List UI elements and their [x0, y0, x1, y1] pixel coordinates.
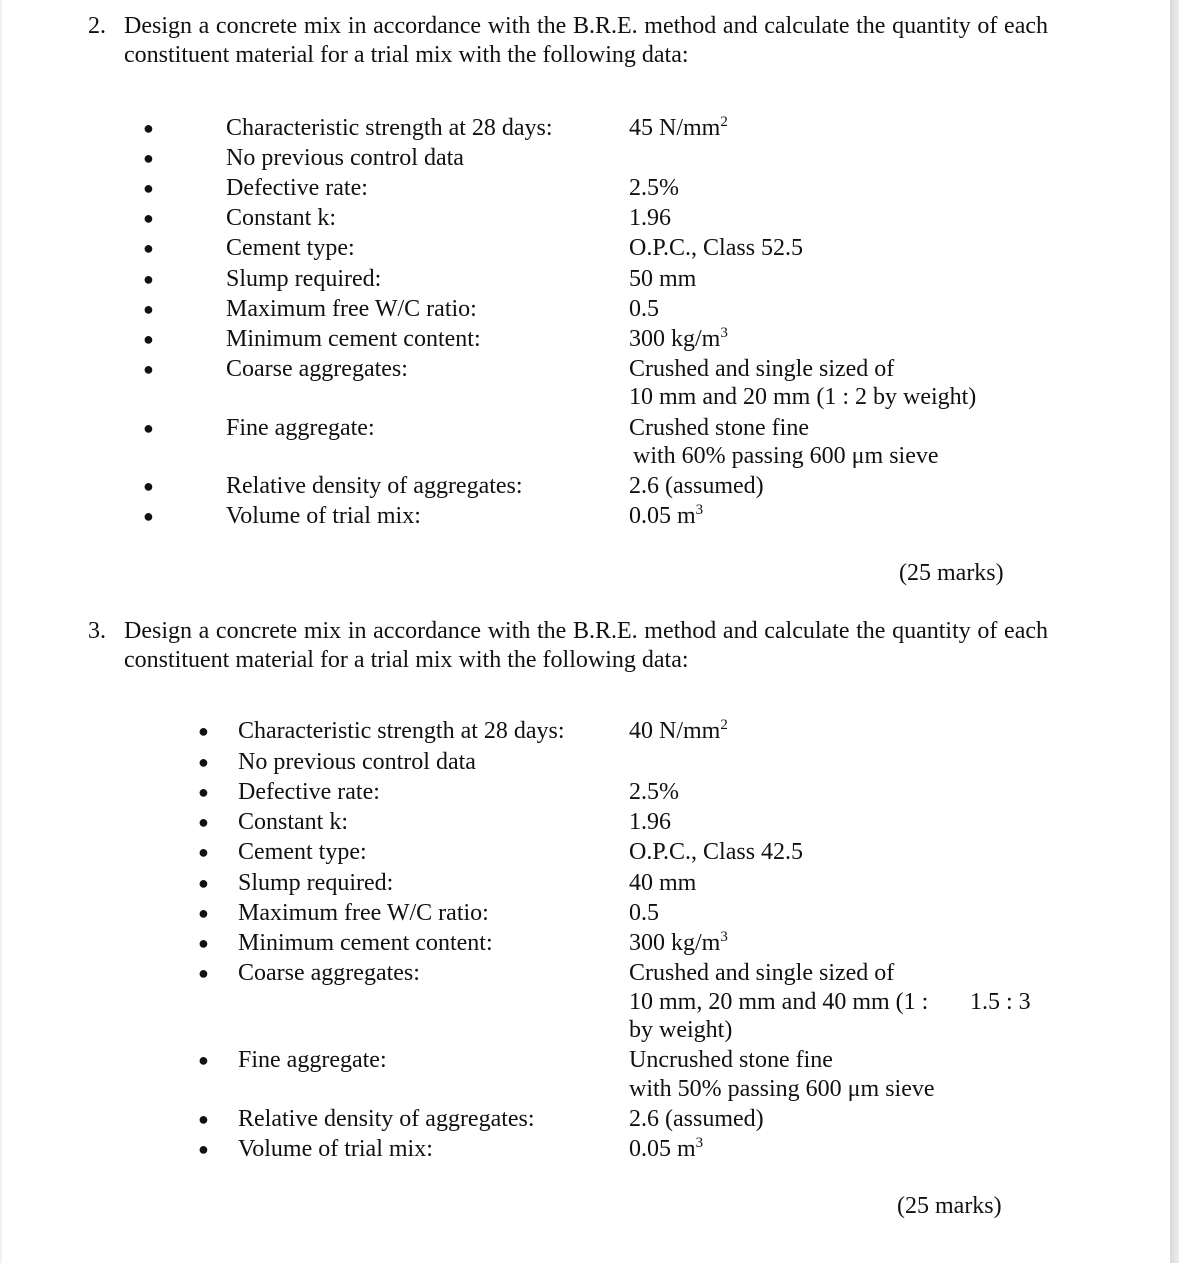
- item-label: Volume of trial mix:: [226, 503, 421, 529]
- item-label: Fine aggregate:: [238, 1047, 387, 1073]
- item-label: Defective rate:: [226, 175, 368, 201]
- question-2-heading: [88, 12, 1048, 70]
- item-value: 0.05 $m^3$: [629, 1135, 704, 1162]
- item-value: 2.6 (assumed): [629, 1106, 764, 1132]
- bullet-icon: ●: [143, 329, 154, 349]
- bullet-icon: ●: [198, 721, 209, 741]
- bullet-icon: ●: [143, 118, 154, 138]
- bullet-icon: ●: [143, 506, 154, 526]
- item-value: 300 $kg/m^3$: [629, 929, 728, 956]
- item-value-line-2: 10 mm and 20 mm (1 : 2 by weight): [629, 384, 977, 410]
- item-value: 0.5: [629, 296, 659, 322]
- bullet-icon: ●: [143, 148, 154, 168]
- item-label: Minimum cement content:: [226, 326, 481, 352]
- item-label: Relative density of aggregates:: [238, 1106, 535, 1132]
- bullet-icon: ●: [198, 873, 209, 893]
- bullet-icon: ●: [143, 476, 154, 496]
- item-value-line-2: with 60% passing 600 μm sieve: [633, 443, 939, 469]
- item-label: Cement type:: [226, 235, 355, 261]
- item-value: Crushed and single sized of: [629, 960, 895, 986]
- item-value: Crushed and single sized of: [629, 356, 895, 382]
- item-value: 0.5: [629, 900, 659, 926]
- bullet-icon: ●: [143, 418, 154, 438]
- item-label: Relative density of aggregates:: [226, 473, 523, 499]
- item-label: Constant k:: [238, 809, 349, 835]
- item-label: Slump required:: [226, 266, 382, 292]
- item-value: Uncrushed stone fine: [629, 1047, 833, 1073]
- question-3-marks: (25 marks): [897, 1193, 1002, 1219]
- bullet-icon: ●: [198, 782, 209, 802]
- page-left-edge: [0, 0, 2, 1263]
- item-value-ratio-tail: 1.5 : 3: [970, 989, 1031, 1015]
- bullet-icon: ●: [198, 1109, 209, 1129]
- bullet-icon: ●: [198, 1050, 209, 1070]
- item-label: Slump required:: [238, 870, 394, 896]
- item-value: O.P.C., Class 42.5: [629, 839, 804, 865]
- item-label: Coarse aggregates:: [238, 960, 420, 986]
- item-label: Cement type:: [238, 839, 367, 865]
- item-label: Minimum cement content:: [238, 930, 493, 956]
- item-value: 2.5%: [629, 779, 679, 805]
- item-label: Coarse aggregates:: [226, 356, 408, 382]
- item-value: 0.05 $m^3$: [629, 502, 704, 529]
- item-value: 1.96: [629, 205, 671, 231]
- item-value-line-2: 10 mm, 20 mm and 40 mm (1 :: [629, 989, 929, 1015]
- question-3-number: 3.: [88, 618, 106, 644]
- bullet-icon: ●: [198, 842, 209, 862]
- question-3-heading: [88, 617, 1048, 675]
- bullet-icon: ●: [143, 299, 154, 319]
- bullet-icon: ●: [198, 963, 209, 983]
- item-value: Crushed stone fine: [629, 415, 809, 441]
- item-value-line-3: by weight): [629, 1017, 733, 1043]
- page-right-edge: [1170, 0, 1179, 1263]
- bullet-icon: ●: [143, 208, 154, 228]
- item-value: 50 mm: [629, 266, 697, 292]
- question-2-number: 2.: [88, 13, 106, 39]
- item-label: Characteristic strength at 28 days:: [226, 115, 553, 141]
- item-value: 40 $N/mm^2$: [629, 717, 728, 744]
- item-value: 300 $kg/m^3$: [629, 325, 728, 352]
- bullet-icon: ●: [143, 178, 154, 198]
- item-label: Characteristic strength at 28 days:: [238, 718, 565, 744]
- bullet-icon: ●: [143, 359, 154, 379]
- bullet-icon: ●: [143, 269, 154, 289]
- item-value: 45 $N/mm^2$: [629, 114, 728, 141]
- bullet-icon: ●: [143, 238, 154, 258]
- item-label: Maximum free W/C ratio:: [238, 900, 489, 926]
- item-label: Maximum free W/C ratio:: [226, 296, 477, 322]
- item-value: 1.96: [629, 809, 671, 835]
- question-3-text: Design a concrete mix in accordance with the B.R.E. method and calculate the quantity of each constituent material for a trial mix with the following data:: [124, 618, 1048, 673]
- question-2-marks: (25 marks): [899, 560, 1004, 586]
- bullet-icon: ●: [198, 1139, 209, 1159]
- item-label: Constant k:: [226, 205, 337, 231]
- question-2-text: Design a concrete mix in accordance with the B.R.E. method and calculate the quantity of each constituent material for a trial mix with the following data:: [124, 13, 1048, 68]
- item-label: Fine aggregate:: [226, 415, 375, 441]
- item-value: O.P.C., Class 52.5: [629, 235, 804, 261]
- item-label: Volume of trial mix:: [238, 1136, 433, 1162]
- bullet-icon: ●: [198, 812, 209, 832]
- item-value: 2.5%: [629, 175, 679, 201]
- bullet-icon: ●: [198, 752, 209, 772]
- item-label: Defective rate:: [238, 779, 380, 805]
- item-value-line-2: with 50% passing 600 μm sieve: [629, 1076, 935, 1102]
- item-value: 2.6 (assumed): [629, 473, 764, 499]
- item-label: No previous control data: [226, 145, 464, 171]
- item-label: No previous control data: [238, 749, 476, 775]
- bullet-icon: ●: [198, 933, 209, 953]
- bullet-icon: ●: [198, 903, 209, 923]
- item-value: 40 mm: [629, 870, 697, 896]
